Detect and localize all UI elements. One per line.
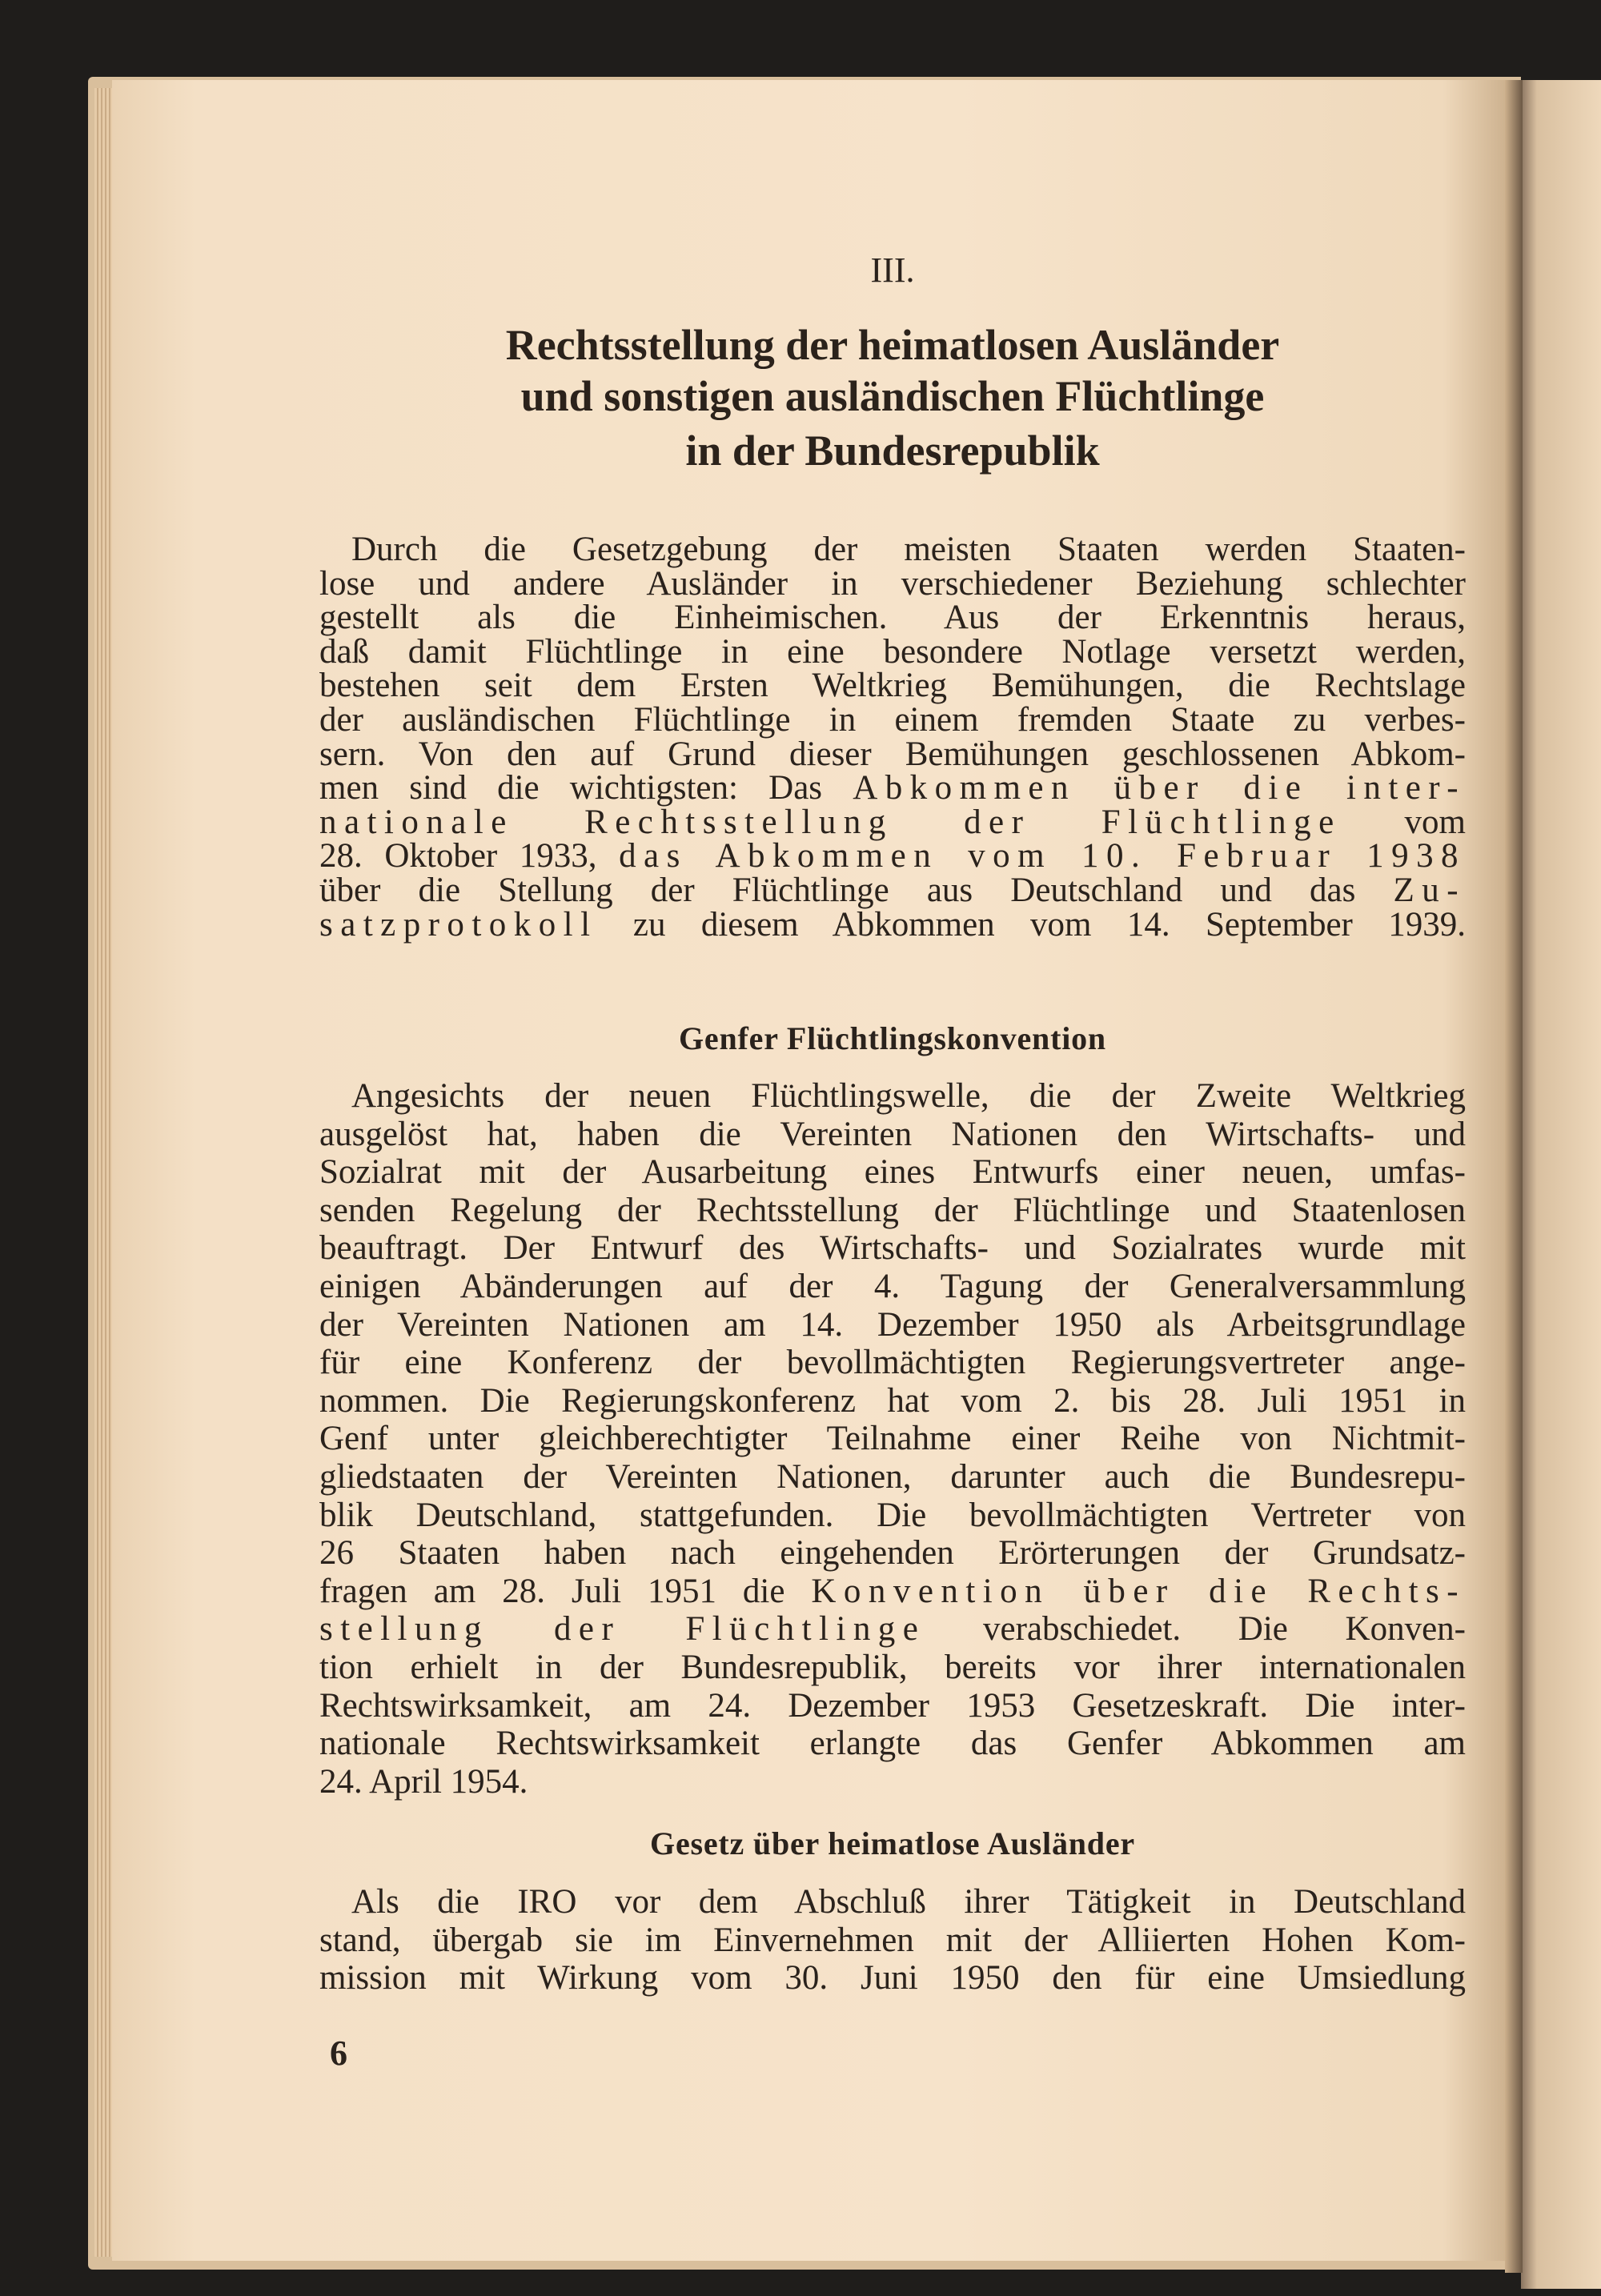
text-segment: gestellt als die Einheimischen. Aus der Erkenntnis heraus, [319, 599, 1466, 637]
text-segment: gliedstaaten der Vereinten Nationen, darunter auch die Bundesrepu- [319, 1458, 1466, 1496]
text-segment: zu diesem Abkommen vom 14. September 1939. [597, 905, 1466, 944]
text-line [319, 1686, 1466, 1725]
text-segment: nationale Rechtswirksamkeit erlangte das Genfer Abkommen am [319, 1725, 1466, 1763]
text-line [319, 1921, 1466, 1960]
text-segment: über die Stellung der Flüchtlinge aus Deutschland und das [319, 872, 1394, 909]
text-segment: fragen am 28. Juli 1951 die [319, 1572, 812, 1610]
page-number: 6 [330, 2034, 347, 2073]
text-line [319, 1572, 1466, 1611]
text-line [319, 1343, 1466, 1382]
text-segment: Rechtswirksamkeit, am 24. Dezember 1953 Gesetzeskraft. Die inter- [319, 1686, 1466, 1725]
chapter-number: III. [870, 250, 915, 290]
text-line [319, 1228, 1466, 1268]
text-segment: tion erhielt in der Bundesrepublik, bereits vor ihrer internationalen [319, 1649, 1466, 1686]
text-segment: Als die IRO vor dem Abschluß ihrer Tätigkeit in Deutschland [351, 1883, 1466, 1921]
text-segment: blik Deutschland, stattgefunden. Die bevollmächtigten Vertreter von [319, 1496, 1466, 1534]
text-line [319, 1648, 1466, 1687]
text-line [319, 1152, 1466, 1192]
text-segment: stand, übergab sie im Einvernehmen mit der Alliierten Hohen Kom- [319, 1921, 1466, 1959]
text-segment: senden Regelung der Rechtsstellung der Flüchtlinge und Staatenlosen [319, 1191, 1466, 1229]
text-line [319, 1115, 1466, 1154]
text-segment: men sind die wichtigsten: Das [319, 769, 853, 807]
text-line [319, 1457, 1466, 1497]
text-line [319, 1609, 1466, 1649]
spaced-emphasis-text: Konvention über die Rechts- [811, 1572, 1466, 1610]
text-line [319, 1762, 1466, 1801]
spaced-emphasis-text: stellung der Flüchtlinge [319, 1610, 926, 1649]
text-line [319, 1267, 1466, 1306]
text-segment: Sozialrat mit der Ausarbeitung eines Entwurfs einer neuen, umfas- [319, 1153, 1466, 1192]
text-line [319, 1496, 1466, 1535]
text-segment: 28. Oktober 1933, [319, 837, 620, 876]
text-line [319, 905, 1466, 944]
text-line [319, 1191, 1466, 1230]
text-line [319, 1724, 1466, 1763]
text-line [319, 1305, 1466, 1344]
text-segment: daß damit Flüchtlinge in eine besondere Notlage versetzt werden, [319, 632, 1466, 671]
text-segment: sern. Von den auf Grund dieser Bemühungen geschlossenen Abkom- [319, 735, 1466, 773]
spaced-emphasis-text: das Abkommen vom 10. Februar 1938 [619, 837, 1466, 876]
text-line [319, 1381, 1466, 1420]
text-segment: lose und andere Ausländer in verschiedener Beziehung schlechter [319, 564, 1466, 603]
spaced-emphasis-text: Abkommen über die inter- [853, 769, 1466, 807]
spaced-emphasis-text: Zu- [1393, 872, 1466, 909]
text-line [319, 1882, 1466, 1921]
text-segment: verabschiedet. Die Konven- [925, 1610, 1467, 1649]
spaced-emphasis-text: nationale Rechtsstellung der Flüchtlinge [319, 803, 1342, 841]
text-segment: der ausländischen Flüchtlinge in einem fremden Staate zu verbes- [319, 701, 1466, 739]
text-segment: Genf unter gleichberechtigter Teilnahme einer Reihe von Nichtmit- [319, 1420, 1466, 1458]
text-segment: 24. April 1954. [319, 1762, 528, 1801]
text-segment: vom [1341, 803, 1466, 841]
text-segment: bestehen seit dem Ersten Weltkrieg Bemühungen, die Rechtslage [319, 667, 1466, 705]
text-segment: nommen. Die Regierungskonferenz hat vom 2. bis 28. Juli 1951 in [319, 1381, 1466, 1420]
text-segment: für eine Konferenz der bevollmächtigten Regierungsvertreter ange- [319, 1344, 1466, 1382]
text-segment: einigen Abänderungen auf der 4. Tagung der Generalversammlung [319, 1268, 1466, 1305]
text-segment: 26 Staaten haben nach eingehenden Erörterungen der Grundsatz- [319, 1534, 1466, 1573]
text-line [319, 1533, 1466, 1573]
chapter-title-line: Rechtsstellung der heimatlosen Ausländer [505, 321, 1280, 369]
section-heading: Gesetz über heimatlose Ausländer [650, 1825, 1135, 1861]
text-segment: mission mit Wirkung vom 30. Juni 1950 den für eine Umsiedlung [319, 1959, 1466, 1997]
spaced-emphasis-text: satzprotokoll [319, 905, 598, 944]
text-line [319, 1958, 1466, 1997]
text-line [319, 1419, 1466, 1458]
text-segment: ausgelöst hat, haben die Vereinten Nationen den Wirtschafts- und [319, 1115, 1466, 1153]
section-heading: Genfer Flüchtlingskonvention [679, 1020, 1106, 1056]
text-line [319, 1076, 1466, 1116]
text-segment: Angesichts der neuen Flüchtlingswelle, die der Zweite Weltkrieg [351, 1077, 1466, 1115]
chapter-title-line: in der Bundesrepublik [685, 427, 1100, 475]
text-segment: beauftragt. Der Entwurf des Wirtschafts- und Sozialrates wurde mit [319, 1229, 1466, 1268]
text-segment: Durch die Gesetzgebung der meisten Staaten werden Staaten- [351, 531, 1466, 568]
text-segment: der Vereinten Nationen am 14. Dezember 1950 als Arbeitsgrundlage [319, 1305, 1466, 1344]
chapter-title-line: und sonstigen ausländischen Flüchtlinge [520, 372, 1265, 420]
